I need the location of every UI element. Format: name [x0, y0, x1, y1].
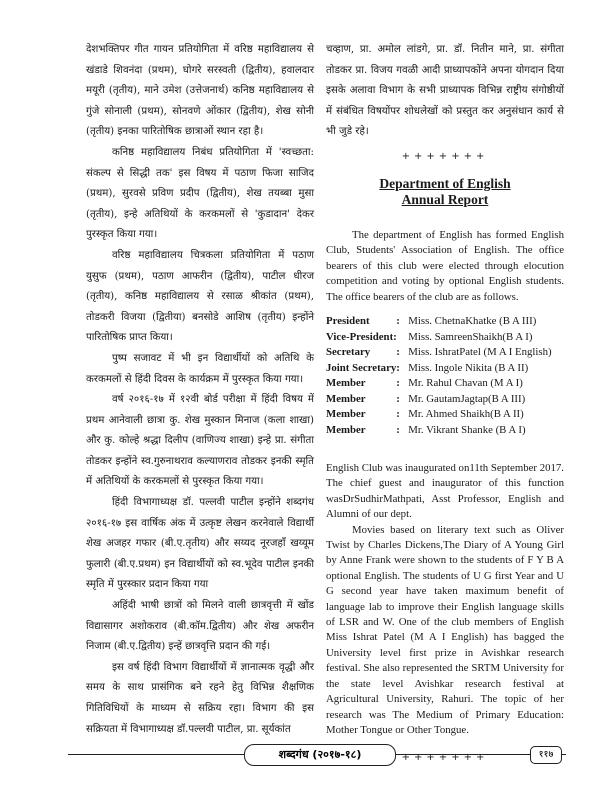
- hindi-paragraph-1: देशभक्तिपर गीत गायन प्रतियोगिता में वरिष्ठ महाविद्यालय से खंडाडे शिवनंदा (प्रथम), घोगरे सरस्वती (द्वितीय), हवालदार मयूरी (तृतीय), माने उमेश (उत्तेजनार्थ) कनिष्ठ महाविद्यालय से गुंजे सोनाली (प्रथम), सोनवणे ओंकार (द्वितीय), शेख सोनी (तृतीय) इनका पारितोषिक छात्राओं स्थान रहा है।: [86, 44, 314, 138]
- bearer-role: Vice-President:: [326, 330, 397, 343]
- bearer-sep: :: [396, 408, 400, 420]
- annual-report-title: Annual Report: [401, 191, 489, 207]
- table-row: [326, 424, 552, 440]
- magazine-title: शब्दगंध (२०१७-१८): [244, 744, 396, 766]
- bearer-sep: :: [396, 346, 400, 358]
- page-number: ११७: [530, 746, 562, 764]
- hindi-paragraph-8: इस वर्ष हिंदी विभाग विद्यार्थीयों में ज्ञानात्मक वृद्धी और समय के साथ प्रासंगिक बने रहने हेतु विभिन्न शैक्षणिक गितिविधियों के माध्यम से सक्रिय रहा। विभाग की इस सक्रियता में विभागाध्यक्ष डॉ.पल्लवी पाटील, प्रा. सूर्यकांत: [86, 661, 314, 735]
- english-column: [326, 40, 564, 763]
- bearer-name: Mr. Rahul Chavan (M A I): [408, 377, 523, 389]
- separator-stars-bottom: +++++++: [401, 752, 489, 764]
- bearer-role: Member: [326, 423, 366, 436]
- bearer-name: Miss. IshratPatel (M A I English): [408, 346, 552, 358]
- bearer-name: Mr. Vikrant Shanke (B A I): [408, 423, 526, 436]
- office-bearers-table: [326, 315, 552, 439]
- table-row: [326, 377, 552, 393]
- page-footer: [68, 744, 566, 766]
- hindi-paragraph-3: वरिष्ठ महाविद्यालय चित्रकला प्रतियोगिता में पठाण युसुफ (प्रथम), पठाण आफरीन (द्वितीय), पाटील धीरज (तृतीय), कनिष्ठ महाविद्यालय से रसाळ श्रीकांत (प्रथम), तोडकरी विजया (द्वितीया) बनसोडे आशिष (तृतीय) इन्होंने पारितोषिक प्राप्त किया।: [86, 249, 314, 344]
- section-heading: [326, 176, 564, 208]
- separator-stars-top: +++++++: [401, 150, 489, 162]
- bearer-name: Miss. SamreenShaikh(B A I): [408, 330, 533, 343]
- hindi-paragraph-7: अहिंदी भाषी छात्रों को मिलने वाली छात्रवृत्ती में खोंड विद्यासागर अशोकराव (बी.कॉम.द्वितीय) और शेख अफरीन निजाम (बी.ए.द्वितीय) इन्हें छात्रवृत्ति प्रदान की गई।: [86, 600, 314, 653]
- activities-paragraph: Movies based on literary text such as Oliver Twist by Charles Dickens,The Diary of A Young Girl by Anne Frank were shown to the students of F Y B A optional English. The students of U G first Year and U G second year have taken maximum benefit of language lab to improve their English language skills of LSR and W. One of the club members of English Miss Ishrat Patel (M A I English) has bagged the University level first prize in Avishkar research festival. She also represented the SRTM University for the state level Avishkar research festival at Agricultural University, Rahuri. The topic of her research was The Medium of Primary Education: Mother Tongue or Other Tongue.: [326, 523, 564, 736]
- table-row: [326, 362, 552, 378]
- bearer-role: Member: [326, 408, 366, 420]
- department-title: Department of English: [379, 175, 511, 191]
- bearer-sep: :: [396, 315, 400, 327]
- table-row: [326, 315, 552, 331]
- table-row: [326, 346, 552, 362]
- bearer-sep: :: [396, 392, 400, 405]
- bearer-sep: :: [396, 361, 400, 374]
- hindi-paragraph-4: पुष्प सजावट में भी इन विद्यार्थीयों को अतिथि के करकमलों से हिंदी दिवस के कार्यक्रम में पुरस्कृत किया गया।: [86, 352, 314, 385]
- hindi-column: [86, 40, 314, 740]
- bearer-role: Member: [326, 392, 366, 405]
- hindi-paragraph-5: वर्ष २०१६-१७ में १२वी बोर्ड परीक्षा में हिंदी विषय में प्रथम आनेवाली छात्रा कु. शेख मुस्कान मिनाज (कला शाखा) और कु. कोल्हे श्रद्धा दिलीप (वाणिज्य शाखा) इन्हे प्रा. संगीता तोडकर इन्होंने स्व.गुरुनाथराव कल्याणराव तोडकर इनकी स्मृति में अतिथियों के करकमलों से पुरस्कृत किया गया।: [86, 394, 314, 488]
- bearer-name: Mr. GautamJagtap(B A III): [408, 392, 526, 405]
- intro-paragraph: The department of English has formed English Club, Students' Association of English. The office bearers of this club were elected through elocution competition and voting by optional English students. The office bearers of the club are as follows.: [326, 228, 564, 303]
- inauguration-paragraph: English Club was inaugurated on11th September 2017. The chief guest and inaugurator of this function wasDrSudhirMathpati, Asst Professor, English and Alumni of our dept.: [326, 462, 564, 521]
- bearer-name: Mr. Ahmed Shaikh(B A II): [408, 408, 524, 420]
- table-row: [326, 331, 552, 347]
- hindi-paragraph-2: कनिष्ठ महाविद्यालय निबंध प्रतियोगिता में 'स्वच्छता: संकल्प से सिद्धी तक' इस विषय में पठाण फिजा साजिद (प्रथम), सुरवसे प्रविण प्रदीप (द्वितीय), शेख तयब्बा मुसा (तृतीय), इन्हे अतिथियों के करकमलों से 'कुडादान' देकर पुरस्कृत किया गया।: [86, 146, 314, 241]
- bearer-sep: :: [396, 377, 400, 389]
- bearer-name: Miss. Ingole Nikita (B A II): [408, 361, 529, 374]
- bearer-role: President: [326, 315, 370, 327]
- hindi-paragraph-6: हिंदी विभागाध्यक्ष डॉ. पल्लवी पाटील इन्होंने शब्दगंध २०१६-१७ इस वार्षिक अंक में उत्कृष्ट लेखन करनेवाले विद्यार्थी शेख अजहर गफार (बी.ए.तृतीय) और सय्यद नूरजहाँ खय्यूम फुलारी (बी.ए.प्रथम) इन विद्यार्थीयों को स्व.भूदेव पाटील इनकी स्मृति में पुरस्कार प्रदान किया गया: [86, 497, 314, 591]
- bearer-sep: :: [396, 423, 400, 436]
- bearer-role: Member: [326, 377, 366, 389]
- table-row: [326, 393, 552, 409]
- bearer-name: Miss. ChetnaKhatke (B A III): [408, 315, 537, 327]
- table-row: [326, 408, 552, 424]
- bearer-role: Secretary: [326, 346, 371, 358]
- bearer-role: Joint Secretary: [326, 361, 397, 374]
- hindi-continuation: चव्हाण, प्रा. अमोल लांडगे, प्रा. डॉ. नितीन माने, प्रा. संगीता तोडकर प्रा. विजय गवळी आदी प्राध्यापकोंने अपना योगदान दिया इसके अलावा विभाग के सभी प्राध्यापक विभिन्न राष्ट्रीय संगोष्ठीयों में संबंधित विषयोंपर शोधलेखों को प्रस्तुत कर अनुसंधान कार्य से भी जुडे रहे।: [326, 44, 564, 138]
